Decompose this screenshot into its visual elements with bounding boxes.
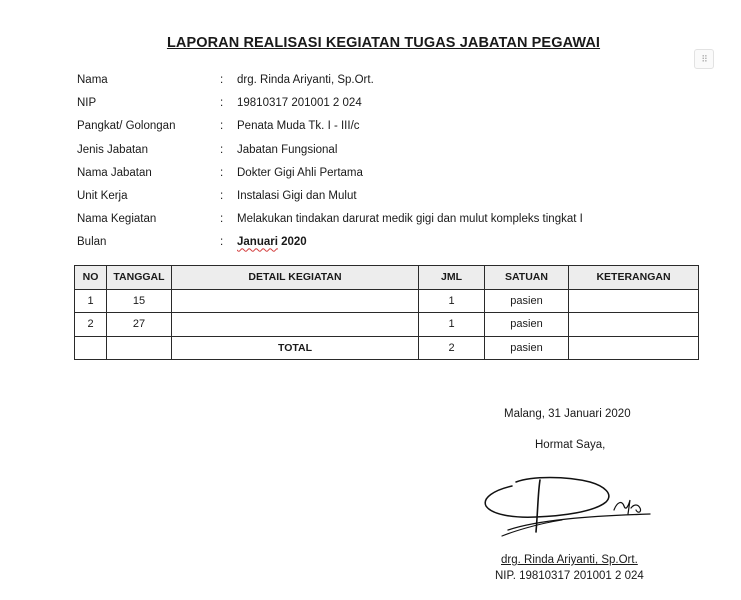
drag-handle-icon: ⠿ [701,53,707,64]
field-value: drg. Rinda Ariyanti, Sp.Ort. [237,74,374,86]
header-jml: JML [419,266,485,290]
field-colon: : [220,120,224,133]
field-label: Bulan [77,236,107,249]
document-title: LAPORAN REALISASI KEGIATAN TUGAS JABATAN PEGAWAI [166,35,601,51]
field-colon: : [220,236,224,249]
table-row [75,289,699,313]
cell-no: 2 [75,313,107,337]
total-satuan: pasien [485,336,569,360]
handwritten-signature [478,470,658,545]
table-total-row [75,336,699,360]
signatory-name: drg. Rinda Ariyanti, Sp.Ort. [501,554,638,566]
field-value: Dokter Gigi Ahli Pertama [237,166,363,179]
activity-table [74,265,699,360]
table-header-row [75,266,699,290]
month-word: Januari [237,236,278,249]
field-label: Unit Kerja [77,189,128,202]
cell-detail [172,289,419,313]
field-colon: : [220,213,224,226]
closing-greeting: Hormat Saya, [535,439,606,451]
cell-keterangan [569,336,699,360]
field-colon: : [220,143,224,156]
field-label: NIP [77,97,97,110]
year-word: 2020 [277,236,307,249]
cell-jml: 1 [419,313,485,337]
header-satuan: SATUAN [485,266,569,290]
cell-keterangan [569,313,699,337]
cell-tanggal [107,336,172,360]
header-tanggal: TANGGAL [107,266,172,290]
signatory-nip: NIP. 19810317 201001 2 024 [495,570,644,582]
cell-tanggal: 27 [107,313,172,337]
table-row [75,313,699,337]
header-keterangan: KETERANGAN [569,266,699,290]
cell-no: 1 [75,289,107,313]
field-label: Pangkat/ Golongan [77,120,176,133]
place-date: Malang, 31 Januari 2020 [504,408,631,420]
field-value: Instalasi Gigi dan Mulut [237,189,357,202]
cell-satuan: pasien [485,313,569,337]
field-value [237,231,307,254]
cell-jml: 1 [419,289,485,313]
field-value: Melakukan tindakan darurat medik gigi dan mulut kompleks tingkat I [237,213,583,226]
field-label: Nama Jabatan [77,166,152,179]
field-label: Nama Kegiatan [77,213,157,226]
field-colon: : [220,74,224,86]
field-label: Nama [77,74,108,86]
total-label: TOTAL [172,336,419,360]
field-colon: : [220,189,224,202]
cell-satuan: pasien [485,289,569,313]
cell-detail [172,313,419,337]
field-value: Penata Muda Tk. I - III/c [237,120,360,133]
field-value: Jabatan Fungsional [237,143,338,156]
field-colon: : [220,166,224,179]
total-jml: 2 [419,336,485,360]
header-detail-kegiatan: DETAIL KEGIATAN [172,266,419,290]
cell-tanggal: 15 [107,289,172,313]
field-value: 19810317 201001 2 024 [237,97,362,110]
cell-keterangan [569,289,699,313]
field-label: Jenis Jabatan [77,143,148,156]
header-no: NO [75,266,107,290]
cell-no [75,336,107,360]
field-colon: : [220,97,224,110]
table-drag-handle[interactable] [694,49,714,69]
